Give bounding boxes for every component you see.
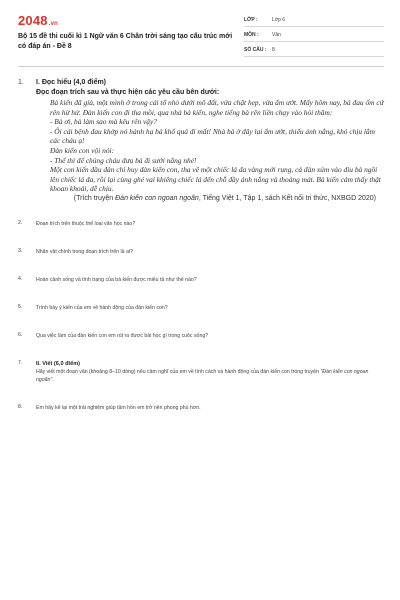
meta-key: LỚP : (244, 17, 258, 23)
question-text-part: Hãy viết một đoạn văn (khoảng 8–10 dòng) nêu cảm nghĩ của em về tính cách và hành động của đàn kiến con trong truyện (36, 368, 321, 375)
document-title: Bộ 15 đề thi cuối kì 1 Ngữ văn 6 Chân trời sáng tạo cấu trúc mới có đáp án - Đề 8 (18, 33, 233, 50)
passage-paragraph: - Bà ơi, bà làm sao mà kêu rên vậy? (50, 117, 157, 127)
reading-passage (36, 98, 384, 194)
question-text: Nhân vật chính trong đoạn trích trên là ai? (36, 248, 133, 255)
passage-paragraph: - Ôi cái bệnh đau khớp nó hành hạ bà khổ quá đi mất! Nhà bà ở đây lại ẩm ướt, thiếu ánh nắng, khó chịu lắm các cháu ạ! (50, 126, 376, 146)
question-number: 8. (18, 403, 23, 410)
logo-suffix: .vn (48, 21, 59, 27)
question-text: Hoàn cảnh sống và tình trạng của bà kiến được miêu tả như thế nào? (36, 276, 197, 283)
logo-text: 2048 (18, 13, 48, 28)
meta-panel (244, 12, 384, 57)
source-title: Đàn kiến con ngoan ngoãn (115, 194, 199, 202)
section-title-reading: I. Đọc hiểu (4,0 điểm) (36, 79, 107, 86)
question-8 (18, 404, 384, 412)
site-logo[interactable] (18, 13, 58, 28)
question-7 (18, 360, 384, 384)
meta-row-subject (244, 27, 384, 42)
page-header (18, 10, 384, 60)
question-number: 1. (18, 79, 24, 86)
meta-value: 8 (272, 47, 275, 53)
passage-paragraph: - Thế thì để chúng cháu đưa bà đi sưởi nắng nhé! (50, 155, 197, 165)
question-number: 2. (18, 219, 23, 226)
question-number: 5. (18, 303, 23, 310)
passage-paragraph: Đàn kiến con vội nói: (50, 145, 115, 155)
meta-row-question-count (244, 42, 384, 57)
question-number: 6. (18, 331, 23, 338)
question-5 (18, 304, 384, 312)
question-text (36, 368, 384, 384)
meta-value: Lớp 6 (272, 17, 286, 23)
passage-paragraph: Bà kiến đã già, một mình ở trong cái tổ nhỏ dưới mô đất, vừa chật hẹp, vừa ẩm ướt. Mấy hôm nay, bà đau ốm cứ rên hừ hừ. Đàn kiến con đi tha mồi, qua nhà bà kiến, nghe tiếng bà rên liền chạy vào hỏi thăm: (50, 98, 384, 117)
question-1 (18, 78, 384, 204)
story-title: "Đàn kiến con ngoan ngoãn" (36, 368, 369, 383)
passage-source (36, 194, 384, 204)
section-title-writing: II. Viết (6,0 điểm) (36, 360, 81, 367)
meta-key: SỐ CÂU : (244, 47, 267, 53)
question-text-part: . (52, 376, 54, 383)
passage-paragraph: Một con kiến đầu đàn chỉ huy đàn kiến con, tha về một chiếc lá đa vàng mới rụng, cả đàn xúm vào dìu bà ngồi lên chiếc lá đa, rồi lại cùng ghé vai khiêng chiếc lá đến chỗ đầy ánh nắng và thoáng mát. Bà kiến cảm thấy thật khoan khoái, dễ chịu. (50, 165, 381, 194)
question-text: Em hãy kể lại một trải nghiệm giúp tâm hồn em trở nên phong phú hơn. (36, 404, 201, 411)
source-suffix: , Tiếng Việt 1, Tập 1, sách Kết nối tri thức, NXBGD 2020) (198, 194, 376, 202)
question-2 (18, 220, 384, 228)
reading-instruction: Đọc đoạn trích sau và thực hiện các yêu cầu bên dưới: (36, 89, 220, 96)
header-divider (18, 66, 384, 67)
question-text: Đoạn trích trên thuộc thể loại văn học nào? (36, 220, 136, 227)
source-prefix: (Trích truyện (73, 194, 116, 202)
meta-key: MÔN : (244, 32, 259, 38)
question-number: 7. (18, 359, 23, 366)
question-number: 3. (18, 247, 23, 254)
question-number: 4. (18, 275, 23, 282)
question-text: Trình bày ý kiến của em về hành động của đàn kiến con? (36, 304, 168, 311)
meta-row-class (244, 12, 384, 27)
question-6 (18, 332, 384, 340)
question-list (18, 78, 384, 412)
question-3 (18, 248, 384, 256)
meta-value: Văn (272, 32, 281, 38)
question-4 (18, 276, 384, 284)
question-text: Qua việc làm của đàn kiến con em rút ra được bài học gì trong cuộc sống? (36, 332, 209, 339)
